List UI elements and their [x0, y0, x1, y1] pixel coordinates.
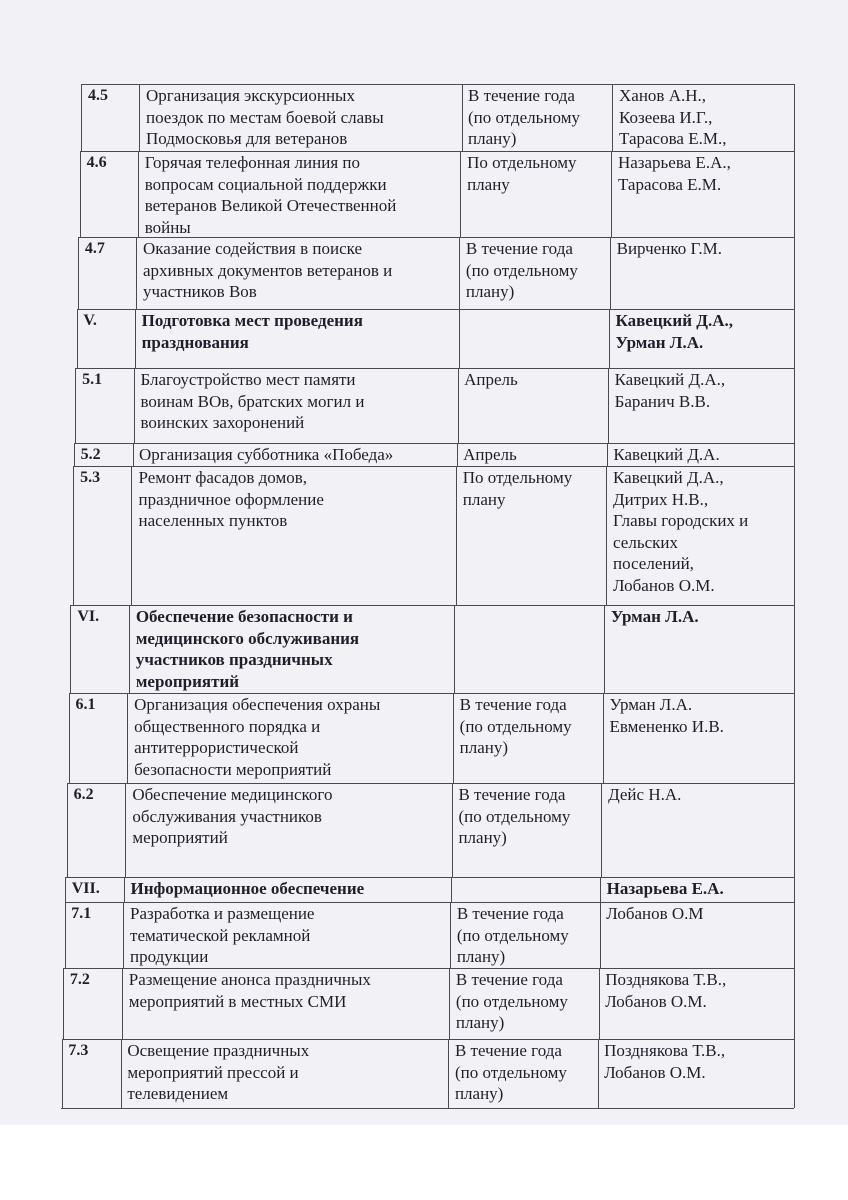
section-number: VI. [77, 608, 100, 625]
column-border [133, 443, 134, 466]
row-responsible: Кавецкий Д.А., Баранич В.В. [614, 370, 726, 411]
column-border [598, 1039, 599, 1108]
section-responsible: Назарьева Е.А. [606, 879, 724, 898]
row-term: По отдельному плану [462, 468, 573, 509]
row-border [74, 466, 794, 467]
column-border [456, 466, 457, 605]
column-border [67, 783, 68, 877]
column-border [794, 466, 795, 605]
row-number: 7.2 [69, 971, 90, 988]
column-border [125, 783, 126, 877]
row-event: Благоустройство мест памяти воинам ВОв, братских могил и воинских захоронений [140, 370, 365, 432]
row-responsible: Вирченко Г.М. [616, 239, 722, 258]
row-border [82, 84, 794, 85]
row-term: В течение года (по отдельному плану) [459, 695, 572, 757]
row-responsible: Урман Л.А. Евмененко И.В. [609, 695, 724, 736]
row-term: В течение года (по отдельному плану) [465, 239, 578, 301]
column-border [794, 693, 795, 783]
column-border [794, 443, 795, 466]
column-border [136, 237, 137, 309]
column-border [129, 605, 130, 693]
section-number: V. [83, 312, 97, 329]
column-border [121, 1039, 122, 1108]
column-border [450, 902, 451, 968]
section-title: Обеспечение безопасности и медицинского обслуживания участников праздничных мероприятий [135, 607, 360, 691]
row-event: Освещение праздничных мероприятий прессой и телевидением [127, 1041, 310, 1103]
row-responsible: Назарьева Е.А., Тарасова Е.М. [617, 153, 731, 194]
row-number: 4.5 [88, 87, 108, 104]
column-border [452, 783, 453, 877]
column-border [609, 309, 610, 368]
column-border [131, 466, 132, 605]
column-border [610, 237, 611, 309]
column-border [123, 902, 124, 968]
row-border [70, 693, 794, 694]
column-border [134, 368, 135, 443]
column-border [794, 1039, 795, 1108]
column-border [65, 902, 66, 968]
row-border [75, 443, 794, 444]
row-term: Апрель [463, 445, 517, 464]
column-border [449, 968, 450, 1039]
column-border [794, 902, 795, 968]
row-term: В течение года (по отдельному плану) [468, 86, 580, 148]
row-event: Горячая телефонная линия по вопросам социальной поддержки ветеранов Великой Отечественной войны [144, 153, 397, 237]
row-event: Организация обеспечения охраны общественного порядка и антитеррористической безопасности мероприятий [134, 695, 381, 779]
column-border [460, 151, 461, 237]
row-responsible: Ханов А.Н., Козеева И.Г., Тарасова Е.М., [619, 86, 727, 148]
column-border [81, 84, 82, 151]
row-term: В течение года (по отдельному плану) [458, 785, 571, 847]
column-border [794, 877, 795, 902]
section-responsible: Кавецкий Д.А., Урман Л.А. [615, 311, 733, 352]
section-responsible: Урман Л.А. [610, 607, 699, 626]
column-border [69, 693, 70, 783]
row-responsible: Дейс Н.А. [608, 785, 682, 804]
column-border [600, 877, 601, 902]
column-border [124, 877, 125, 902]
column-border [794, 783, 795, 877]
column-border [451, 877, 452, 902]
row-event: Оказание содействия в поиске архивных документов ветеранов и участников Вов [143, 239, 393, 301]
column-border [794, 309, 795, 368]
row-responsible: Позднякова Т.В., Лобанов О.М. [604, 1041, 726, 1082]
column-border [794, 151, 795, 237]
row-border [68, 783, 794, 784]
column-border [794, 368, 795, 443]
row-number: 5.3 [80, 469, 101, 486]
section-number: VII. [71, 880, 100, 897]
column-border [139, 84, 140, 151]
row-border [76, 368, 794, 369]
row-term: Апрель [464, 370, 518, 389]
row-responsible: Кавецкий Д.А. [613, 445, 720, 464]
column-border [122, 968, 123, 1039]
column-border [453, 693, 454, 783]
column-border [604, 605, 605, 693]
row-border [77, 309, 794, 310]
row-term: По отдельному плану [467, 153, 577, 194]
row-border [71, 605, 794, 606]
column-border [70, 605, 71, 693]
column-border [63, 968, 64, 1039]
column-border [603, 693, 604, 783]
section-title: Информационное обеспечение [130, 879, 365, 898]
column-border [459, 237, 460, 309]
row-border [81, 151, 794, 152]
row-number: 4.6 [86, 154, 107, 171]
row-event: Организация субботника «Победа» [138, 445, 394, 464]
column-border [457, 443, 458, 466]
row-border [61, 1108, 794, 1109]
row-responsible: Позднякова Т.В., Лобанов О.М. [605, 970, 727, 1011]
row-number: 6.2 [73, 786, 94, 803]
column-border [600, 902, 601, 968]
row-border [62, 1039, 794, 1040]
column-border [138, 151, 139, 237]
row-border [65, 902, 794, 903]
column-border [77, 309, 78, 368]
column-border [448, 1039, 449, 1108]
column-border [608, 368, 609, 443]
column-border [75, 368, 76, 443]
row-term: В течение года (по отдельному плану) [455, 970, 568, 1032]
column-border [606, 466, 607, 605]
row-number: 5.1 [82, 371, 103, 388]
row-number: 6.1 [75, 696, 96, 713]
column-border [135, 309, 136, 368]
column-border [62, 1039, 63, 1108]
row-term: В течение года (по отдельному плану) [456, 904, 569, 966]
row-number: 5.2 [80, 446, 101, 463]
row-number: 4.7 [84, 240, 105, 257]
row-event: Ремонт фасадов домов, праздничное оформление населенных пунктов [138, 468, 324, 530]
section-title: Подготовка мест проведения празднования [141, 311, 363, 352]
column-border [601, 783, 602, 877]
row-event: Организация экскурсионных поездок по местам боевой славы Подмосковья для ветеранов [146, 86, 384, 148]
column-border [794, 84, 795, 151]
row-number: 7.3 [68, 1042, 89, 1059]
row-border [79, 237, 794, 238]
row-responsible: Кавецкий Д.А., Дитрих Н.В., Главы городских и сельских поселений, Лобанов О.М. [613, 468, 749, 595]
column-border [612, 84, 613, 151]
row-border [66, 877, 794, 878]
column-border [127, 693, 128, 783]
row-term: В течение года (по отдельному плану) [454, 1041, 567, 1103]
column-border [794, 237, 795, 309]
column-border [462, 84, 463, 151]
column-border [454, 605, 455, 693]
column-border [74, 443, 75, 466]
column-border [78, 237, 79, 309]
column-border [80, 151, 81, 237]
column-border [65, 877, 66, 902]
column-border [599, 968, 600, 1039]
column-border [611, 151, 612, 237]
row-event: Обеспечение медицинского обслуживания участников мероприятий [132, 785, 333, 847]
column-border [459, 309, 460, 368]
column-border [73, 466, 74, 605]
row-responsible: Лобанов О.М [606, 904, 704, 923]
column-border [794, 968, 795, 1039]
row-border [64, 968, 794, 969]
column-border [794, 605, 795, 693]
column-border [607, 443, 608, 466]
row-number: 7.1 [71, 905, 92, 922]
column-border [458, 368, 459, 443]
row-event: Размещение анонса праздничных мероприятий в местных СМИ [128, 970, 371, 1011]
row-event: Разработка и размещение тематической рекламной продукции [130, 904, 315, 966]
